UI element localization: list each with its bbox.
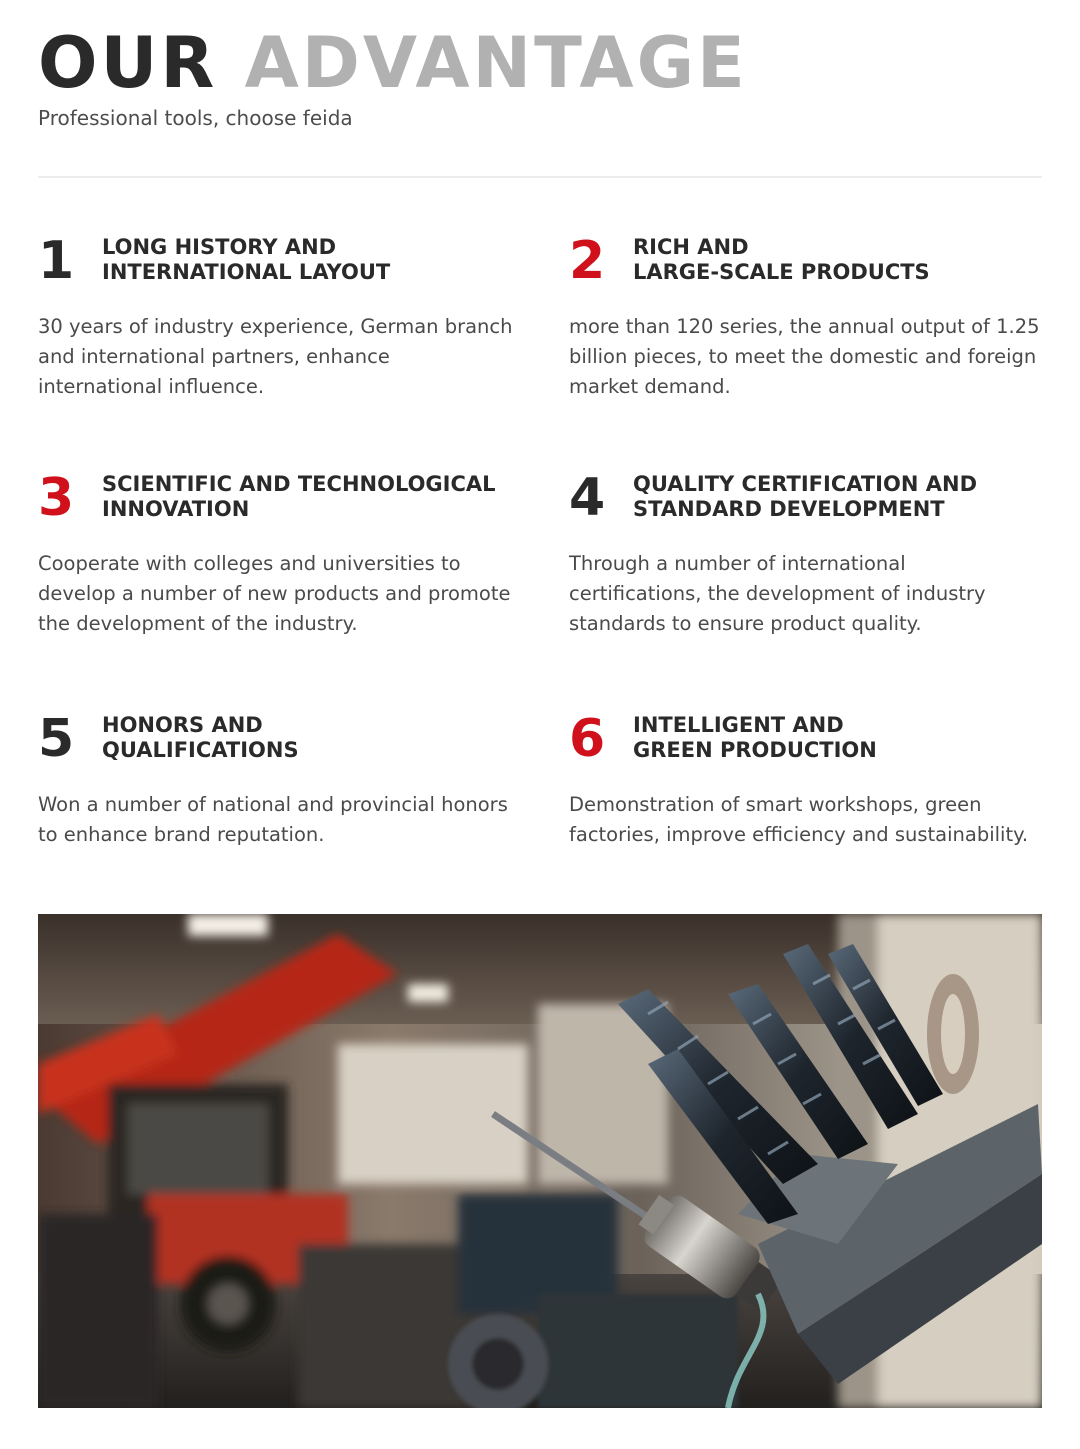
feature-number: 2: [569, 231, 606, 291]
feature-title-line: STANDARD DEVELOPMENT: [633, 497, 945, 521]
feature-item: [38, 708, 518, 850]
feature-item: [569, 230, 1042, 402]
feature-title: [102, 235, 390, 285]
feature-title-line: QUALITY CERTIFICATION AND: [633, 472, 977, 496]
feature-title-line: RICH AND: [633, 235, 749, 259]
feature-header: [569, 708, 1042, 768]
workshop-illustration: [38, 914, 1042, 1408]
feature-header: [38, 467, 518, 527]
feature-title-line: LONG HISTORY AND: [102, 235, 337, 259]
page-subtitle: Professional tools, choose feida: [38, 106, 353, 130]
feature-header: [569, 230, 1042, 290]
feature-header: [38, 230, 518, 290]
feature-item: [38, 230, 518, 402]
feature-item: [38, 467, 518, 639]
feature-number: 5: [38, 709, 75, 769]
feature-title-line: GREEN PRODUCTION: [633, 738, 877, 762]
feature-title-line: SCIENTIFIC AND TECHNOLOGICAL: [102, 472, 496, 496]
page-title-light: ADVANTAGE: [244, 22, 748, 104]
feature-description: Through a number of international certifications, the development of industry standards to ensure product quality.: [569, 552, 986, 635]
page-title-dark: OUR: [38, 22, 218, 104]
feature-title-line: INNOVATION: [102, 497, 250, 521]
feature-description: Won a number of national and provincial honors to enhance brand reputation.: [38, 793, 508, 846]
feature-title-line: INTELLIGENT AND: [633, 713, 844, 737]
feature-title: [633, 472, 977, 522]
feature-title: [102, 472, 496, 522]
feature-title-line: QUALIFICATIONS: [102, 738, 299, 762]
workshop-photo: [38, 914, 1042, 1408]
feature-item: [569, 708, 1042, 850]
feature-description: more than 120 series, the annual output of 1.25 billion pieces, to meet the domestic and foreign market demand.: [569, 315, 1040, 398]
feature-number: 1: [38, 231, 75, 291]
feature-number: 3: [38, 468, 75, 528]
feature-header: [569, 467, 1042, 527]
header-divider: [38, 176, 1042, 178]
feature-title: [102, 713, 299, 763]
feature-title: [633, 235, 930, 285]
feature-title: [633, 713, 877, 763]
feature-description: Demonstration of smart workshops, green factories, improve efficiency and sustainability.: [569, 793, 1029, 846]
feature-title-line: LARGE-SCALE PRODUCTS: [633, 260, 930, 284]
feature-description: Cooperate with colleges and universities to develop a number of new products and promote the development of the industry.: [38, 552, 511, 635]
feature-number: 6: [569, 709, 606, 769]
page-title: [38, 22, 1042, 104]
feature-title-line: HONORS AND: [102, 713, 263, 737]
feature-item: [569, 467, 1042, 639]
feature-description: 30 years of industry experience, German branch and international partners, enhance international influence.: [38, 315, 513, 398]
feature-number: 4: [569, 468, 606, 528]
feature-title-line: INTERNATIONAL LAYOUT: [102, 260, 391, 284]
feature-header: [38, 708, 518, 768]
page-header: [38, 22, 1042, 130]
